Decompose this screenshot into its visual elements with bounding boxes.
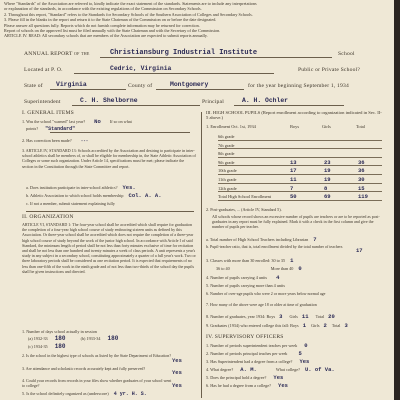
column-divider — [201, 112, 202, 398]
q-four-units-answer: 4 — [276, 274, 280, 281]
q-college-degree-answer: Yes — [278, 382, 288, 389]
q-highest-type: 2. Is the school in the highest type of schools as listed by the State Department of Education? — [22, 353, 172, 358]
q-principal-periods-answer: 5 — [298, 350, 302, 357]
state-value: Virginia — [56, 81, 87, 88]
county-label: County of — [128, 83, 153, 89]
q-graduates-records: 4. Could your records from records in your files show whether graduates of your school went to college? — [22, 378, 172, 389]
q-more-units: 5. Number of pupils carrying more than 4 units — [206, 283, 285, 288]
q-athletic-assoc: b. Athletic Association to which school holds membership — [26, 193, 124, 198]
q-supt-periods: 1. Number of periods superintendent teaches per week — [206, 343, 298, 348]
table-row — [218, 150, 382, 159]
q-classes-36: 36 to 40 — [216, 266, 230, 271]
days-1932-label: (a) 1932-33 — [28, 336, 48, 341]
days-1934-label: (c) 1934-35 — [28, 344, 48, 349]
q-what-college: What college? — [275, 367, 300, 372]
grade-boys: 13 — [290, 158, 297, 166]
grade-total: 30 — [358, 175, 365, 183]
q-warned-tail: If so on what — [109, 119, 132, 124]
row-rule — [218, 148, 382, 149]
grade-total: 36 — [358, 158, 365, 166]
report-title-label: ANNUAL REPORT of the — [24, 51, 90, 57]
table-row — [218, 142, 382, 151]
days-1932-value: 180 — [54, 335, 66, 342]
grade-total: 119 — [358, 193, 368, 201]
days-1933-label: (b) 1933-34 — [80, 336, 101, 341]
q-days-in-session: 1. Number of days school actually in session — [22, 329, 97, 334]
school-suffix: School — [338, 51, 355, 57]
graduates-boys: 3 — [279, 313, 283, 320]
left-column — [22, 110, 198, 398]
q-four-units: 4. Number of pupils carrying 4 units — [206, 275, 268, 280]
graduates-total-label: Total — [315, 314, 325, 319]
grade-girls: 8 — [324, 184, 328, 192]
q-age-18: 7. How many of the above were age 18 or older at time of graduation — [206, 302, 317, 307]
days-1933-value: 180 — [107, 335, 119, 342]
q-not-member: c. If not a member, submit statement explaining fully — [26, 201, 115, 206]
post-graduates-text: All schools whose record shows an excessive number of pupils are teachers or are to be reported as post-graduates in any report must be fully explained. Mark it with a check in the first column and give the number of pupils per teacher. — [212, 214, 380, 230]
q-records-answer: Yes — [172, 369, 182, 376]
grade-label: Total High School Enrollment — [218, 194, 271, 200]
intro-line: Where "Standards" of the Association are referred to, kindly indicate the exact statement of the standards. Statements are to include any interpretations — [4, 1, 257, 6]
row-rule — [218, 140, 382, 141]
q-post-graduates: 2. Post-graduates, ... (Article IV, Standard 5). — [206, 207, 282, 212]
q-college-degree: 6. Has he had a degree from a college? — [206, 383, 271, 388]
q-pupil-teacher-ratio-answer: 17 — [356, 247, 363, 254]
row-rule — [218, 174, 382, 175]
q-supt-degree: 3. Has Superintendent had a degree from a college? — [206, 359, 293, 364]
q-warned-points: points? — [26, 126, 39, 131]
q-what-degree: 4. What degree? — [206, 367, 234, 372]
q-what-degree-answer: A. M. — [240, 366, 257, 373]
table-row — [218, 159, 382, 168]
row-rule — [218, 165, 382, 166]
graduates-girls: 11 — [301, 313, 309, 320]
college-total-label: Total — [331, 323, 341, 328]
table-row — [218, 176, 382, 185]
q-correction-answer: --- — [80, 140, 89, 144]
superintendent-line — [72, 105, 200, 106]
grade-label: 7th grade — [218, 142, 235, 148]
enrollment-label: 1. Enrollment Oct. 1st, 1934 — [206, 124, 256, 129]
public-private: Public or Private School? — [298, 67, 361, 73]
intro-line: or explanation of the standards, in accordance with the existing regulations of the Commission on Secondary Schools. — [4, 6, 202, 12]
days-1934-value: 180 — [54, 343, 66, 350]
row-rule — [218, 200, 382, 201]
grade-label: 9th grade — [218, 159, 235, 165]
grade-boys: 17 — [290, 167, 297, 175]
q-principal-degree: 5. Does the principal hold a degree? — [206, 375, 267, 380]
grade-boys: 50 — [290, 193, 297, 201]
college-girls: 2 — [323, 322, 327, 329]
county-line — [156, 89, 244, 90]
grade-label: 6th grade — [218, 134, 235, 139]
row-rule — [218, 191, 382, 192]
grade-label: 8th grade — [218, 151, 235, 157]
graduates-total: 20 — [328, 313, 335, 320]
grade-girls: 69 — [324, 193, 331, 201]
col-boys: Boys — [290, 124, 300, 129]
intro-notes — [4, 1, 396, 39]
standard-text: ARTICLE VI, STANDARD 1: The four-year school shall be accredited which shall require for graduation the completion of a four-year high school course of study embracing sixteen units as defined by this Association. Or three-year school shall be accredited which does not require the completion of a three-year high school course of study beyond the work of the junior high school. In accordance with Article I of said Standard, the minimum length of period shall be not less than forty minutes exclusive of time for recitation and shall be not less than one hundred and twenty minutes a week of class periods. A unit represents a year's study in any subject in a secondary school, constituting approximately a quarter of a full year's work. Two or three laboratory periods shall be considered as one recitation period. It is expected that requirements of no less than one-fifth of the work in the ninth grade and of not less than two-thirds of the school day the pupils shall be given instructions and directed. — [22, 222, 196, 274]
college-total: 3 — [344, 322, 348, 329]
q-athletics: a. Does institution participate in inter-school athletics? — [26, 185, 118, 190]
grade-label: 10th grade — [218, 168, 237, 174]
superintendent-label: Superintendent — [24, 99, 61, 105]
q-over-age: 6. Number of over-age pupils who were 2 or more years below normal age — [206, 291, 326, 296]
enrollment-table — [218, 133, 382, 202]
superintendent-value: C. H. Shelborne — [80, 97, 138, 104]
q-records: 3. Are attendance and scholastic records accurately kept and fully preserved? — [22, 366, 146, 371]
grade-boys: 11 — [290, 175, 297, 183]
q-total-teachers-answer: 7 — [313, 236, 317, 243]
row-rule — [218, 183, 382, 184]
intro-line: ARTICLE IV. READ: All secondary schools that are members of the Association are expected to submit reports annually. — [4, 33, 208, 39]
q-supt-degree-answer: Yes — [299, 358, 310, 365]
location: Cedric, Virginia — [110, 65, 172, 72]
intro-line: 2. Throughout this report, "Standard" refers to the Standards for Secondary Schools of the Southern Association of Colleges and Secondary Schools. — [4, 11, 253, 17]
grade-boys: 7 — [290, 184, 294, 192]
article-iv-text: 3. ARTICLE IV, STANDARD 13: Schools accredited by the Association and desiring to participate in inter-school athletics shall be members of, or shall be eligible for membership in, the State Athletic Association of Colleges or some such organization. Under Article 14, specifications must be met; please indicate the section in the Constitution through the State Committee and report. — [22, 148, 196, 169]
q-organized-as-answer: 4 yr. H. S. — [113, 391, 147, 397]
school-name-line — [100, 57, 332, 58]
table-row — [218, 133, 382, 142]
principal-line — [234, 105, 344, 106]
q-classes-30: 3. Classes with more than 30 enrolled: 30 to 35 — [206, 258, 286, 263]
intro-line: 3. Please fill in the blanks in the report and return it to the State Chairman of the Commission on or before the date designated. — [4, 17, 217, 23]
grade-label: 12th grade — [218, 185, 237, 191]
county-value: Montgomery — [170, 81, 209, 88]
q-athletics-answer: Yes. — [122, 184, 136, 191]
school-name: Christiansburg Industrial Institute — [110, 49, 258, 57]
col-total: Total — [356, 124, 365, 129]
grade-girls: 19 — [324, 175, 331, 183]
q-principal-degree-answer: Yes — [273, 374, 284, 381]
q-warned-answer: No — [94, 118, 101, 125]
intro-line: Report of schools on the approved list must be filed annually with the State Chairman and with the Secretary of the Commission. — [4, 28, 221, 34]
q-classes-40: More than 40 — [270, 266, 294, 271]
grade-total: 36 — [358, 167, 365, 175]
row-rule — [218, 157, 382, 158]
right-column — [206, 110, 382, 398]
q-pupil-teacher-ratio: b. Pupil-teacher ratio, that is, total enrollment divided by the total number of teachers — [206, 244, 343, 249]
grade-label: 11th grade — [218, 176, 237, 182]
q-highest-type-answer: Yes — [172, 357, 182, 364]
q-total-teachers: a. Total number of High School Teachers including Librarian — [206, 237, 309, 242]
section-high-school-pupils: III. HIGH SCHOOL PUPILS (Report enrollment according to organization indicated in Sec. II-5 above.) — [206, 110, 382, 121]
table-row — [218, 167, 382, 176]
grade-girls: 19 — [324, 167, 331, 175]
section-supervisory-officers: IV. SUPERVISORY OFFICERS — [206, 334, 284, 340]
state-line — [50, 89, 126, 90]
principal-value: A. H. Ochler — [242, 97, 289, 104]
q-warned: 1. Was the school "warned" last year? — [22, 119, 86, 124]
q-what-college-answer: U. of Va. — [304, 366, 335, 373]
graduates-girls-label: Girls — [289, 314, 298, 319]
q-correction: 2. Has correction been made? — [22, 138, 72, 143]
q-principal-periods: 2. Number of periods principal teaches per week — [206, 351, 288, 356]
principal-label: Principal — [202, 99, 224, 105]
grade-girls: 23 — [324, 158, 331, 166]
q-college-entrants: 9. Graduates (1934) who entered college this fall: Boys — [206, 323, 299, 328]
year-label: for the year beginning September 1, 1934 — [248, 83, 350, 89]
table-row-total — [218, 193, 382, 202]
table-row — [218, 185, 382, 194]
grade-total: 15 — [358, 184, 365, 192]
college-girls-label: Girls — [311, 323, 320, 328]
answer-line — [26, 211, 194, 212]
location-line — [74, 73, 274, 74]
intro-line: Please answer all questions fully. Reports which do not furnish complete information may be returned for correction. — [4, 22, 200, 28]
q-classes-40-answer: 0 — [298, 265, 302, 272]
located-label: Located at P. O. — [24, 67, 63, 73]
section-general-items: I. GENERAL ITEMS — [22, 110, 74, 116]
scan-edge — [394, 0, 400, 400]
q-athletic-assoc-answer: Col. A. A. — [128, 192, 162, 199]
q-supt-periods-answer: 0 — [304, 342, 308, 349]
q-classes-30-answer: 1 — [290, 257, 294, 264]
section-organization: II. ORGANIZATION — [22, 214, 74, 220]
state-label: State of — [24, 83, 43, 89]
college-boys: 1 — [302, 322, 307, 329]
q-warned-points-answer: "Standard" — [45, 126, 76, 132]
answer-line — [50, 132, 190, 133]
q-graduates: 8. Number of graduates, year 1934: Boys — [206, 314, 276, 319]
q-organized-as: 5. Is the school definitely organized as (underscore) — [22, 391, 109, 396]
col-girls: Girls — [322, 124, 331, 129]
q-graduates-records-answer: Yes — [172, 382, 182, 389]
